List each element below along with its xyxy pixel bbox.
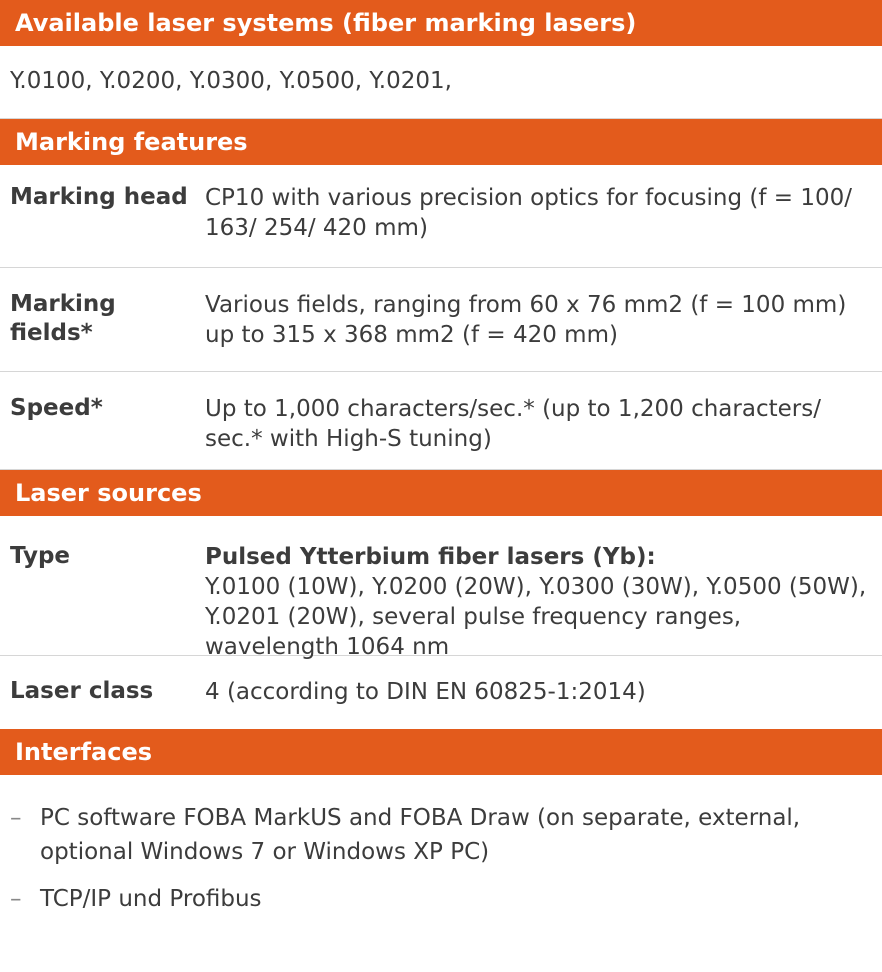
spec-label-marking-fields: Marking fields*: [10, 291, 116, 346]
spec-value-type-heading: Pulsed Ytterbium fiber lasers (Yb):: [205, 544, 656, 570]
spec-label-marking-head: Marking head: [10, 184, 188, 210]
section-header-marking-features: Marking features: [0, 119, 882, 165]
spec-row-type: [0, 516, 882, 660]
spec-value-laser-class: 4 (according to DIN EN 60825-1:2014): [205, 679, 646, 705]
spec-value-type-text: Y.0100 (10W), Y.0200 (20W), Y.0300 (30W), Y.0500 (50W), Y.0201 (20W), several pulse frequency ranges, wavelength 1064 nm: [205, 574, 867, 660]
section-header-available-lasers: Available laser systems (fiber marking lasers): [0, 0, 882, 46]
list-item: [0, 801, 882, 869]
available-models-text: Y.0100, Y.0200, Y.0300, Y.0500, Y.0201,: [0, 46, 882, 119]
spec-row-marking-fields: [0, 268, 882, 371]
interfaces-item-text: TCP/IP und Profibus: [40, 886, 262, 912]
list-item: [0, 882, 882, 916]
spec-row-laser-class: [0, 656, 882, 729]
spec-value-type: [205, 542, 874, 660]
dash-bullet-icon: –: [10, 805, 22, 831]
spec-value-marking-fields: Various fields, ranging from 60 x 76 mm2 (f = 100 mm) up to 315 x 368 mm2 (f = 420 mm): [205, 292, 847, 348]
spec-label-laser-class: Laser class: [10, 678, 154, 704]
spec-label-type: Type: [10, 543, 71, 569]
section-header-laser-sources: Laser sources: [0, 470, 882, 516]
spec-label-speed: Speed*: [10, 395, 103, 421]
spec-row-marking-head: [0, 165, 882, 268]
spec-value-marking-head: CP10 with various precision optics for focusing (f = 100/ 163/ 254/ 420 mm): [205, 185, 852, 241]
spec-value-speed: Up to 1,000 characters/sec.* (up to 1,200 characters/ sec.* with High-S tuning): [205, 396, 821, 452]
section-header-interfaces: Interfaces: [0, 729, 882, 775]
dash-bullet-icon: –: [10, 886, 22, 912]
spec-row-speed: [0, 371, 882, 470]
interfaces-list: [0, 775, 882, 916]
interfaces-item-text: PC software FOBA MarkUS and FOBA Draw (on separate, external, optional Windows 7 or Windows XP PC): [40, 805, 801, 865]
